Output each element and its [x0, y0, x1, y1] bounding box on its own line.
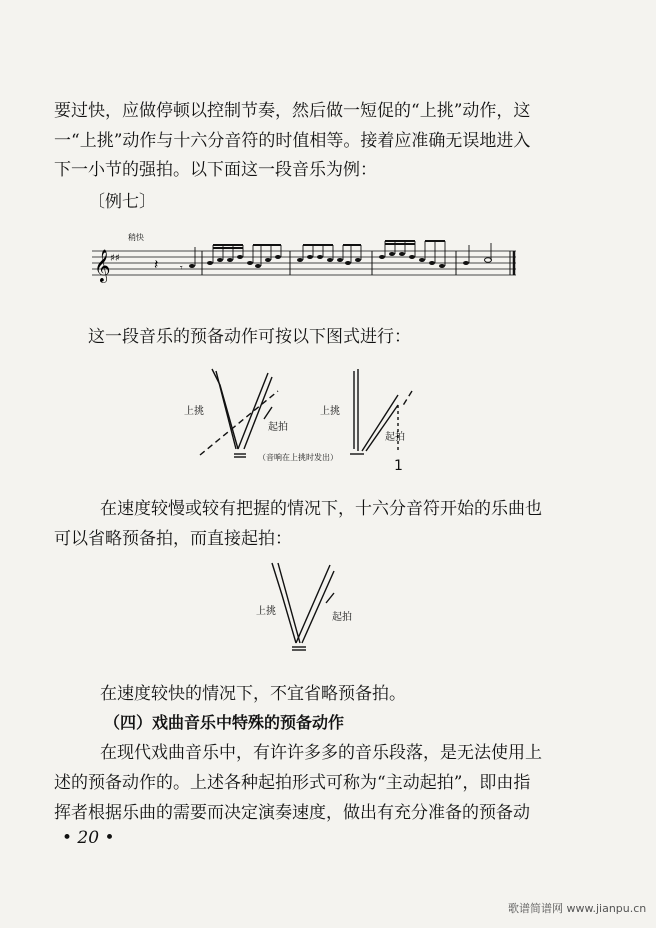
rest-icon-2: 𝄾 [180, 263, 183, 274]
beat-number: 1 [394, 458, 403, 474]
diagram-intro-line: 这一段音乐的预备动作可按以下图式进行： [88, 327, 411, 347]
diagram-1b-label-downbeat: 起拍 [385, 432, 405, 443]
diagram-1-caption: （音响在上挑时发出） [258, 453, 338, 462]
treble-clef-icon: 𝄞 [94, 249, 111, 282]
paragraph-3: 在速度较快的情况下，不宜省略预备拍。 [100, 684, 406, 704]
paragraph-1-line-3: 下一小节的强拍。以下面这一段音乐为例： [54, 160, 377, 180]
paragraph-4-line-3: 挥者根据乐曲的需要而决定演奏速度，做出有充分准备的预备动 [54, 803, 530, 823]
diagram-1-label-upstroke: 上挑 [184, 406, 204, 417]
beams [213, 241, 445, 248]
diagram-2-label-upstroke: 上挑 [256, 606, 276, 617]
diagram-2-label-downbeat: 起拍 [332, 612, 352, 623]
notes [189, 252, 492, 268]
example-label: 〔例七〕 [88, 192, 156, 212]
watermark: 歌谱简谱网 www.jianpu.cn [508, 902, 647, 915]
diagram-1b-label-upstroke: 上挑 [320, 406, 340, 417]
page-number: • 20 • [62, 828, 115, 848]
music-score [92, 245, 522, 285]
paragraph-2-line-2: 可以省略预备拍，而直接起拍： [54, 529, 292, 549]
section-heading: （四）戏曲音乐中特殊的预备动作 [104, 713, 345, 732]
paragraph-4-line-2: 述的预备动作的。上述各种起拍形式可称为“主动起拍”，即由指 [54, 773, 531, 793]
paragraph-4-line-1: 在现代戏曲音乐中，有许许多多的音乐段落，是无法使用上 [100, 743, 542, 763]
paragraph-2-line-1: 在速度较慢或较有把握的情况下，十六分音符开始的乐曲也 [100, 499, 542, 519]
diagram-1-label-downbeat: 起拍 [268, 422, 288, 433]
key-signature-icon: ♯♯ [110, 253, 120, 264]
tempo-mark: 稍快 [128, 233, 144, 242]
paragraph-1-line-1: 要过快，应做停顿以控制节奏，然后做一短促的“上挑”动作，这 [54, 101, 531, 121]
paragraph-1-line-2: 一“上挑”动作与十六分音符的时值相等。接着应准确无误地进入 [54, 131, 531, 151]
rest-icon: 𝄽 [154, 257, 159, 273]
